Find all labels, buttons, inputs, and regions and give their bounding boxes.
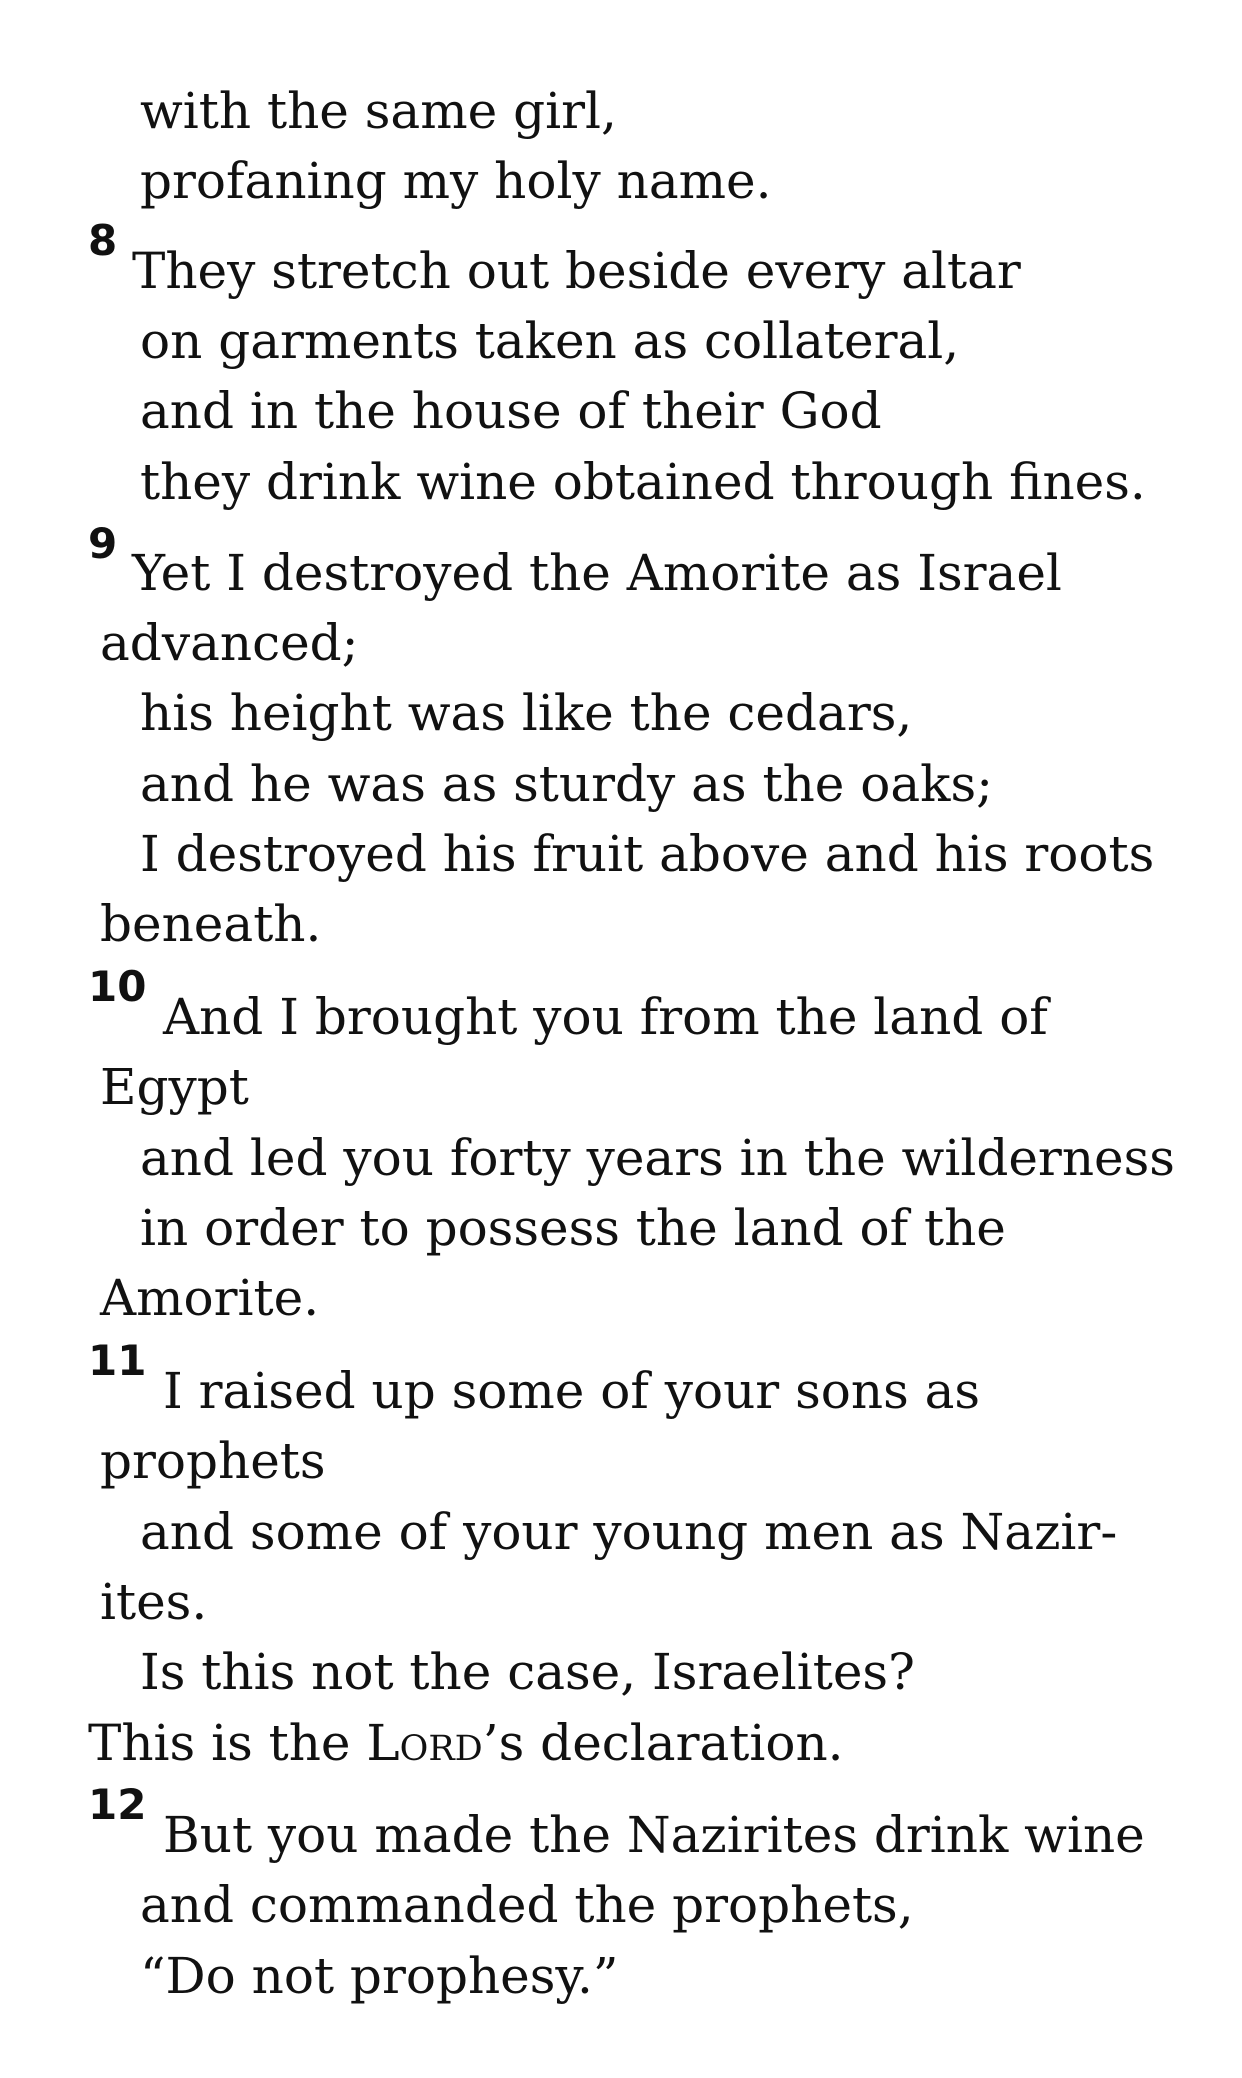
text-line: advanced; <box>100 614 359 672</box>
divine-name: Lord <box>366 1714 483 1772</box>
text-line: his height was like the cedars, <box>140 684 913 742</box>
text-line: in order to possess the land of the <box>140 1199 1006 1257</box>
text-line: I raised up some of your sons as <box>163 1362 981 1420</box>
text-line: and commanded the prophets, <box>140 1876 914 1934</box>
text-line: on garments taken as collateral, <box>140 312 960 370</box>
declaration-prefix: This is the <box>88 1714 367 1772</box>
text-line: I destroyed his fruit above and his roots <box>140 825 1155 883</box>
declaration-line <box>88 1714 844 1772</box>
text-line: They stretch out beside every altar <box>132 242 1021 300</box>
verse-number: 10 <box>88 962 147 1011</box>
text-line: But you made the Nazirites drink wine <box>163 1806 1145 1864</box>
text-line: they drink wine obtained through fines. <box>140 453 1146 511</box>
text-line: and led you forty years in the wilderness <box>140 1129 1175 1187</box>
verse-number: 12 <box>88 1780 147 1829</box>
text-line: prophets <box>100 1432 326 1490</box>
text-line: And I brought you from the land of <box>163 988 1048 1046</box>
text-line: “Do not prophesy.” <box>140 1947 619 2005</box>
text-line: and in the house of their God <box>140 382 882 440</box>
text-line: Egypt <box>100 1058 249 1116</box>
text-line: ites. <box>100 1573 208 1631</box>
text-line: beneath. <box>100 895 322 953</box>
text-line: with the same girl, <box>140 82 617 140</box>
text-line: and he was as sturdy as the oaks; <box>140 755 993 813</box>
verse-number: 11 <box>88 1336 147 1385</box>
declaration-suffix: ’s declaration. <box>482 1714 844 1772</box>
verse-number: 9 <box>88 519 118 568</box>
text-line: and some of your young men as Nazir- <box>140 1503 1118 1561</box>
verse-number: 8 <box>88 216 118 265</box>
text-line: Is this not the case, Israelites? <box>140 1643 915 1701</box>
text-line: Amorite. <box>100 1269 320 1327</box>
text-line: profaning my holy name. <box>140 152 772 210</box>
text-line: Yet I destroyed the Amorite as Israel <box>132 544 1062 602</box>
